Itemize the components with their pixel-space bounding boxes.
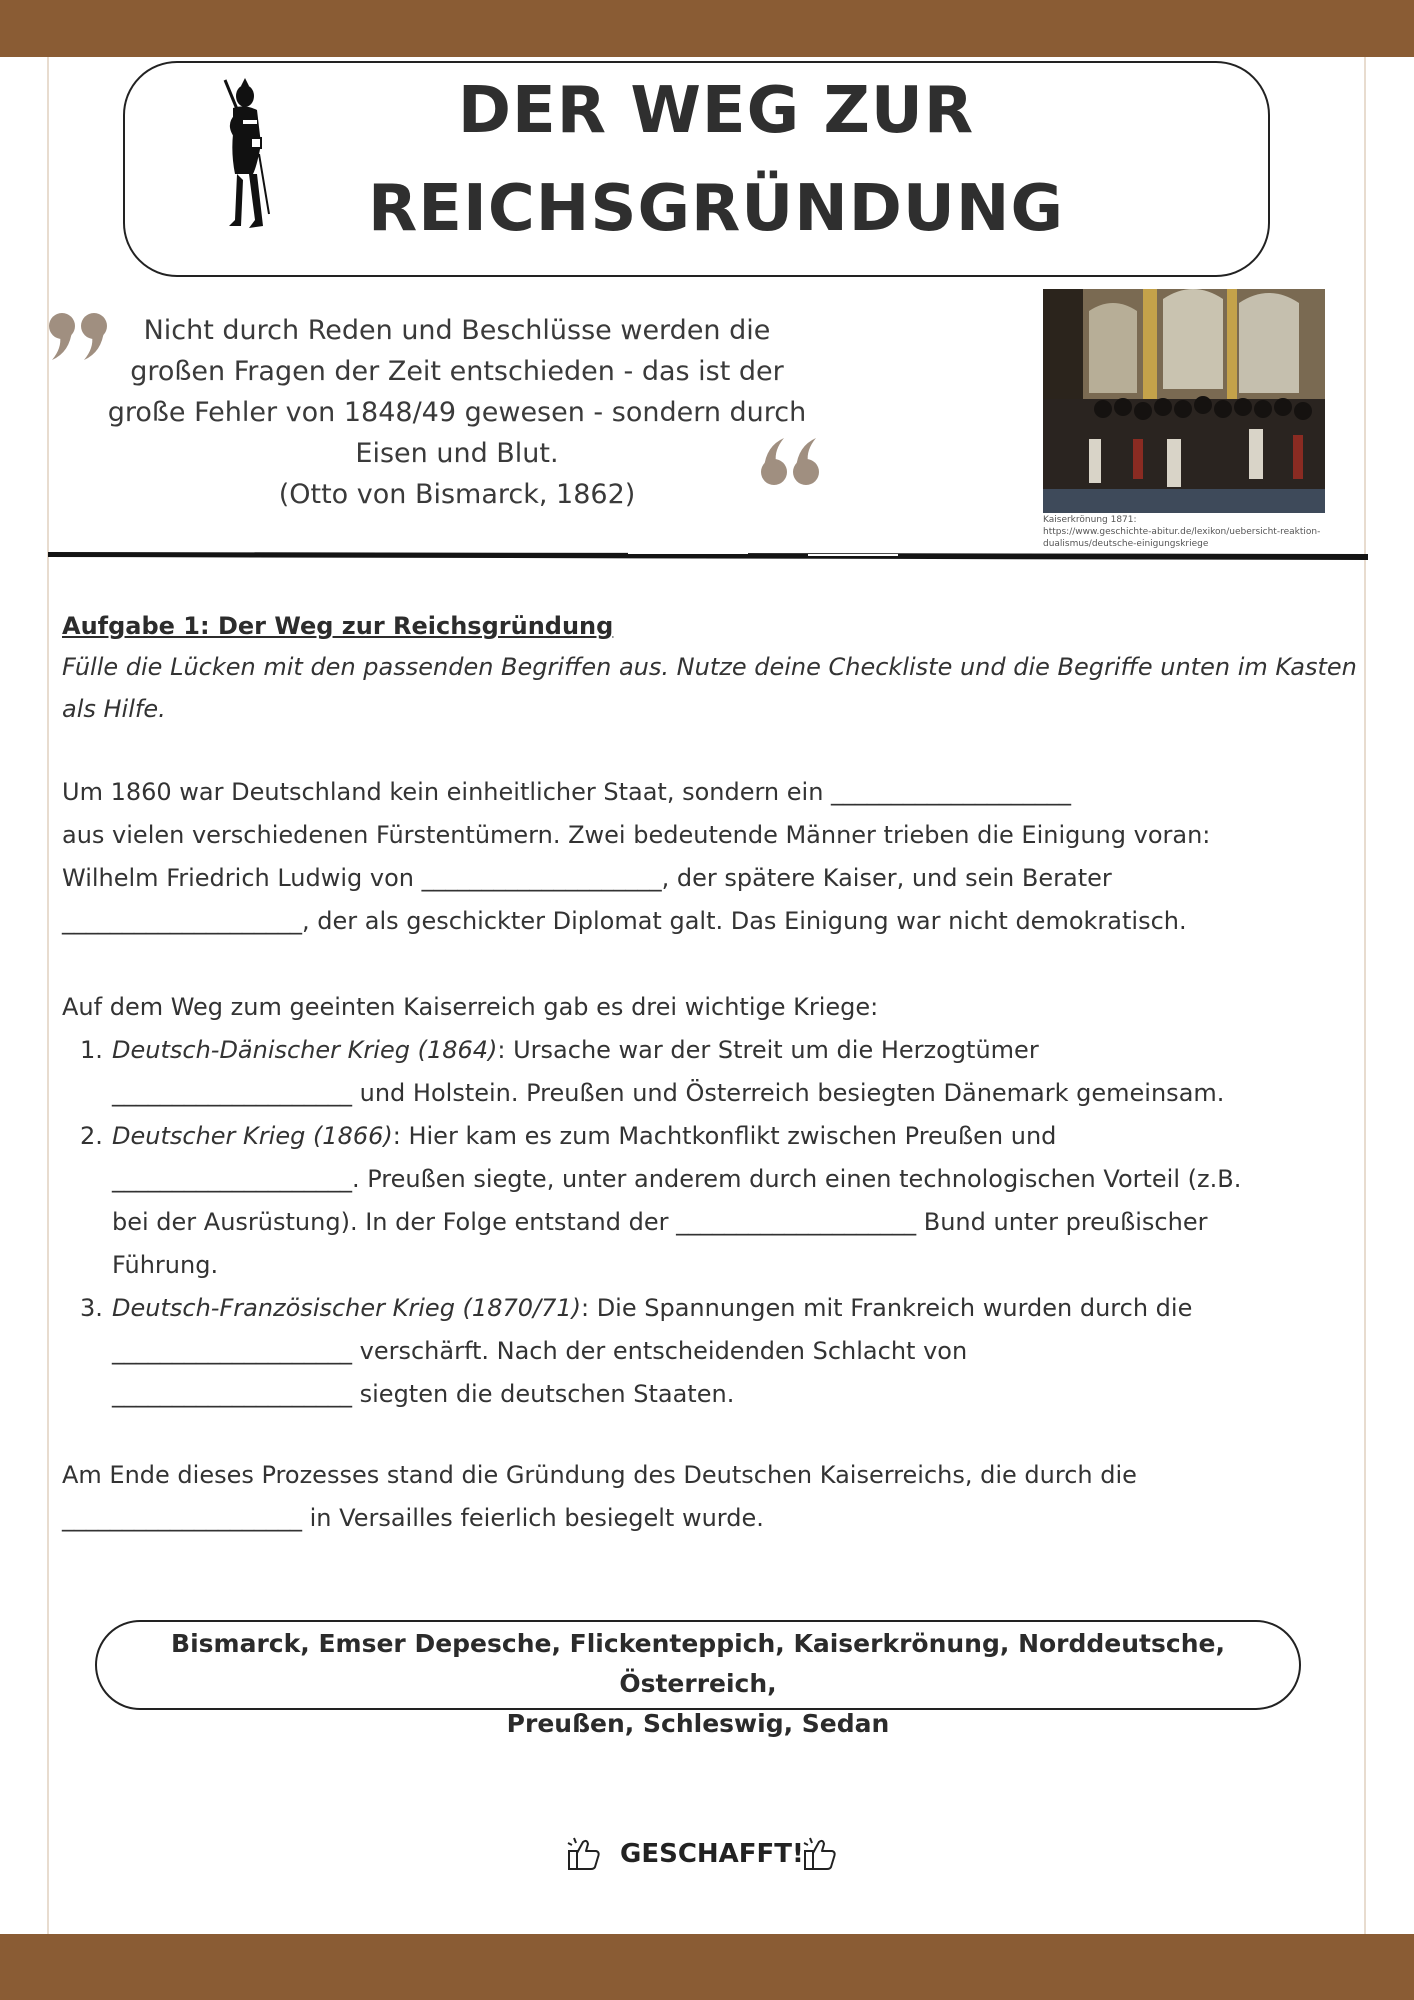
text-line: ____________________ und Holstein. Preußen und Österreich besiegten Dänemark gemeinsam. — [112, 1079, 1225, 1107]
title-line-1: DER WEG ZUR — [457, 74, 975, 148]
done-text: GESCHAFFT! — [620, 1839, 804, 1869]
quote-line: große Fehler von 1848/49 gewesen - sondern durch — [107, 397, 807, 428]
word-bank-line: Bismarck, Emser Depesche, Flickenteppich, Kaiserkrönung, Norddeutsche, Österreich, — [171, 1629, 1225, 1698]
cloze-paragraph-1 — [62, 771, 1362, 943]
list-number: 2. — [80, 1122, 103, 1150]
war-text: : Die Spannungen mit Frankreich wurden durch die — [580, 1294, 1193, 1322]
text-line: ____________________ in Versailles feierlich besiegelt wurde. — [62, 1504, 764, 1532]
list-number: 3. — [80, 1294, 103, 1322]
top-band — [0, 0, 1414, 57]
text-line: ____________________, der als geschickter Diplomat galt. Das Einigung war nicht demokratisch. — [62, 907, 1187, 935]
cloze-paragraph-3 — [62, 1454, 1362, 1540]
list-item — [62, 1029, 1362, 1115]
war-name: Deutscher Krieg (1866) — [112, 1122, 393, 1150]
done-label — [566, 1834, 866, 1874]
text-line: Auf dem Weg zum geeinten Kaiserreich gab es drei wichtige Kriege: — [62, 993, 879, 1021]
text-line: aus vielen verschiedenen Fürstentümern. Zwei bedeutende Männer trieben die Einigung voran: — [62, 821, 1211, 849]
war-text: : Hier kam es zum Machtkonflikt zwischen Preußen und — [392, 1122, 1057, 1150]
caption-line: https://www.geschichte-abitur.de/lexikon/uebersicht-reaktion- — [1043, 527, 1321, 537]
task-heading: Aufgabe 1: Der Weg zur Reichsgründung — [62, 612, 614, 640]
text-line: Am Ende dieses Prozesses stand die Gründung des Deutschen Kaiserreichs, die durch die — [62, 1461, 1137, 1489]
text-line: Führung. — [112, 1251, 219, 1279]
word-bank — [95, 1624, 1301, 1744]
quote-attribution: (Otto von Bismarck, 1862) — [278, 479, 636, 510]
brush-divider — [48, 548, 1368, 562]
war-text: : Ursache war der Streit um die Herzogtümer — [497, 1036, 1039, 1064]
bottom-band — [0, 1934, 1414, 2000]
caption-line: dualismus/deutsche-einigungskriege — [1043, 539, 1209, 549]
kaiserkroenung-painting — [1043, 289, 1325, 513]
officer-silhouette-icon — [205, 74, 285, 234]
list-item — [62, 1287, 1362, 1416]
thumbs-up-icon — [566, 1836, 602, 1872]
text-line: ____________________. Preußen siegte, unter anderem durch einen technologischen Vorteil (z.B. — [112, 1165, 1242, 1193]
quote-line: Nicht durch Reden und Beschlüsse werden die — [143, 315, 771, 346]
page-title — [300, 62, 1132, 258]
text-line: Um 1860 war Deutschland kein einheitlicher Staat, sondern ein ____________________ — [62, 778, 1072, 806]
task-1 — [62, 605, 1372, 730]
title-line-2: REICHSGRÜNDUNG — [368, 172, 1064, 246]
text-line: Wilhelm Friedrich Ludwig von ____________________, der spätere Kaiser, und sein Berater — [62, 864, 1112, 892]
list-item — [62, 1115, 1362, 1287]
caption-line: Kaiserkrönung 1871: — [1043, 515, 1137, 525]
text-line: ____________________ verschärft. Nach der entscheidenden Schlacht von — [112, 1337, 968, 1365]
image-caption — [1043, 514, 1343, 550]
quote-line: Eisen und Blut. — [355, 438, 559, 469]
quote-line: großen Fragen der Zeit entschieden - das ist der — [130, 356, 784, 387]
bismarck-quote — [95, 310, 819, 515]
word-bank-line: Preußen, Schleswig, Sedan — [506, 1709, 890, 1738]
wars-list — [62, 1029, 1362, 1416]
wars-intro — [62, 986, 1362, 1029]
closing-quote-icon — [756, 438, 822, 486]
right-margin-rule — [1364, 57, 1366, 1934]
war-name: Deutsch-Dänischer Krieg (1864) — [112, 1036, 498, 1064]
task-instruction: Fülle die Lücken mit den passenden Begriffen aus. Nutze deine Checkliste und die Begriffe unten im Kasten als Hilfe. — [62, 653, 1357, 723]
list-number: 1. — [80, 1036, 103, 1064]
text-line: bei der Ausrüstung). In der Folge entstand der ____________________ Bund unter preußischer — [112, 1208, 1208, 1236]
war-name: Deutsch-Französischer Krieg (1870/71) — [112, 1294, 581, 1322]
text-line: ____________________ siegten die deutschen Staaten. — [112, 1380, 735, 1408]
thumbs-up-icon — [802, 1836, 838, 1872]
